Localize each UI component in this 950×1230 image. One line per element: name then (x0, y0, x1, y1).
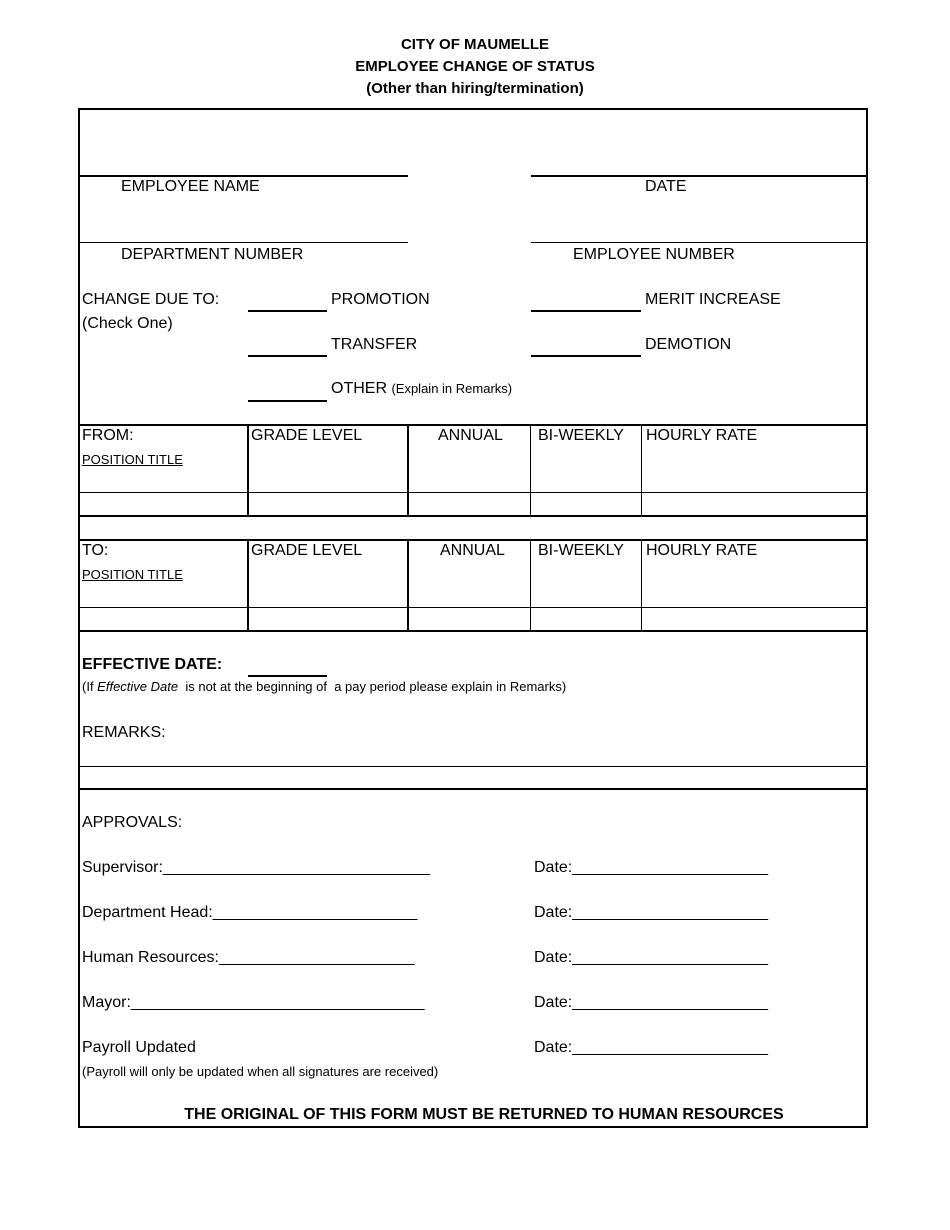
effective-note-prefix: (If (82, 679, 98, 694)
department-number-label: DEPARTMENT NUMBER (121, 246, 304, 263)
effective-date-blank[interactable] (248, 675, 327, 677)
payroll-date-line[interactable]: Date:______________________ (534, 1039, 769, 1056)
effective-date-note (82, 679, 566, 694)
from-annual-header: ANNUAL (438, 427, 503, 444)
employee-name-line[interactable] (80, 175, 408, 177)
merit-increase-label: MERIT INCREASE (645, 291, 781, 308)
other-text: OTHER (331, 380, 387, 397)
from-col-divider-4 (641, 424, 642, 516)
remarks-label: REMARKS: (82, 724, 166, 741)
promotion-check-blank[interactable] (248, 310, 327, 312)
payroll-note: (Payroll will only be updated when all signatures are received) (82, 1064, 439, 1079)
from-hourly-rate-header: HOURLY RATE (646, 427, 758, 444)
department-head-date-line[interactable]: Date:______________________ (534, 904, 769, 921)
mayor-signature-line[interactable]: Mayor:_________________________________ (82, 994, 425, 1011)
from-col-divider-2 (407, 424, 409, 516)
form-title-city: CITY OF MAUMELLE (400, 36, 550, 53)
from-bi-weekly-header: BI-WEEKLY (538, 427, 624, 444)
effective-note-suffix: is not at the beginning of a pay period please explain in Remarks) (178, 679, 567, 694)
other-label (331, 380, 512, 398)
employee-name-label: EMPLOYEE NAME (121, 178, 260, 195)
to-col-divider-1 (247, 539, 249, 631)
check-one-label: (Check One) (82, 315, 173, 332)
mayor-date-line[interactable]: Date:______________________ (534, 994, 769, 1011)
from-position-title-label: POSITION TITLE (82, 452, 183, 467)
merit-increase-check-blank[interactable] (531, 310, 641, 312)
to-bi-weekly-header: BI-WEEKLY (538, 542, 624, 559)
to-table-top-border (80, 539, 868, 541)
to-table-row-divider (80, 607, 868, 608)
from-table-bottom-border (80, 515, 868, 517)
remarks-line[interactable] (80, 766, 868, 767)
department-number-line[interactable] (80, 242, 408, 243)
date-line[interactable] (531, 175, 867, 177)
to-table-bottom-border (80, 630, 868, 632)
date-label: DATE (645, 178, 687, 195)
human-resources-date-line[interactable]: Date:______________________ (534, 949, 769, 966)
from-grade-level-header: GRADE LEVEL (251, 427, 363, 444)
from-col-divider-3 (530, 424, 531, 516)
to-label: TO: (82, 542, 109, 559)
to-position-title-label: POSITION TITLE (82, 567, 183, 582)
supervisor-signature-line[interactable]: Supervisor:______________________________ (82, 859, 430, 876)
human-resources-signature-line[interactable]: Human Resources:______________________ (82, 949, 415, 966)
to-col-divider-4 (641, 539, 642, 631)
change-due-to-label: CHANGE DUE TO: (82, 291, 220, 308)
supervisor-date-line[interactable]: Date:______________________ (534, 859, 769, 876)
transfer-label: TRANSFER (331, 336, 418, 353)
promotion-label: PROMOTION (331, 291, 430, 308)
from-table-top-border (80, 424, 868, 426)
remarks-section-bottom-border (80, 788, 868, 790)
effective-note-em: Effective Date (97, 679, 179, 694)
from-col-divider-1 (247, 424, 249, 516)
form-title: EMPLOYEE CHANGE OF STATUS (355, 58, 595, 75)
demotion-label: DEMOTION (645, 336, 732, 353)
to-annual-header: ANNUAL (440, 542, 505, 559)
employee-number-line[interactable] (531, 242, 867, 243)
effective-date-label: EFFECTIVE DATE: (82, 656, 223, 673)
approvals-label: APPROVALS: (82, 814, 183, 831)
from-table-row-divider (80, 492, 868, 493)
other-check-blank[interactable] (248, 400, 327, 402)
form-subtitle: (Other than hiring/termination) (366, 80, 584, 97)
to-col-divider-3 (530, 539, 531, 631)
transfer-check-blank[interactable] (248, 355, 327, 357)
department-head-signature-line[interactable]: Department Head:_______________________ (82, 904, 418, 921)
other-note: (Explain in Remarks) (391, 381, 513, 396)
to-hourly-rate-header: HOURLY RATE (646, 542, 758, 559)
demotion-check-blank[interactable] (531, 355, 641, 357)
payroll-updated-label: Payroll Updated (82, 1039, 196, 1056)
to-col-divider-2 (407, 539, 409, 631)
footer-notice: THE ORIGINAL OF THIS FORM MUST BE RETURNED TO HUMAN RESOURCES (184, 1106, 784, 1123)
to-grade-level-header: GRADE LEVEL (251, 542, 363, 559)
from-label: FROM: (82, 427, 134, 444)
employee-number-label: EMPLOYEE NUMBER (573, 246, 735, 263)
